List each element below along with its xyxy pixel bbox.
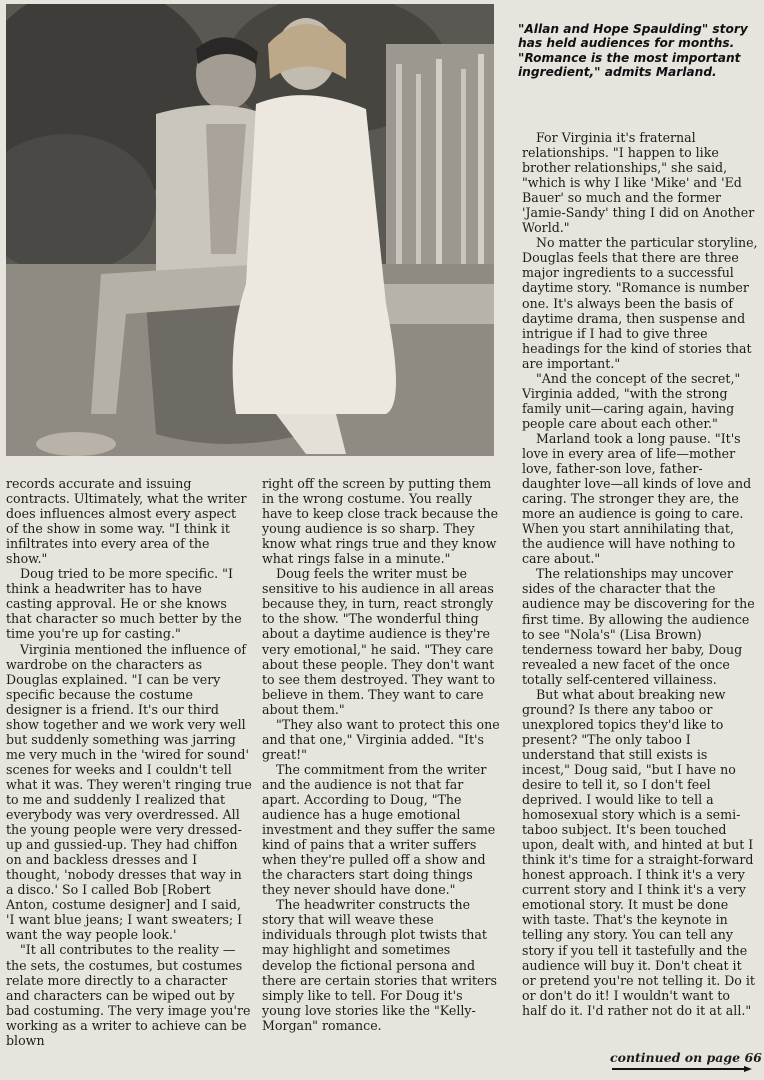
paragraph: The relationships may uncover sides of the character that the audience may be discovering for the first time. By allowing the audience to see "Nola's" (Lisa Brown) tenderness toward her baby, Doug revealed a new facet of the once totally self-centered villainess. <box>522 566 755 687</box>
paragraph: "It all contributes to the reality —the sets, the costumes, but costumes relate more directly to a character and characters can be wiped out by bad costuming. The very image you're working as a writer to achieve can be blown <box>6 942 251 1048</box>
paragraph: Virginia mentioned the influence of wardrobe on the characters as Douglas explained. "I can be very specific because the costume designer is a friend. It's our third show together and we work very well but suddenly something was jarring me very much in the 'wired for sound' scenes for weeks and I couldn't tell what it was. They weren't ringing true to me and suddenly I realized that everybody was very overdressed. All the young people were very dressed-up and gussied-up. They had chiffon on and backless dresses and I thought, 'nobody dresses that way in a disco.' So I called Bob [Robert Anton, costume designer] and I said, 'I want blue jeans; I want sweaters; I want the way people look.' <box>6 641 252 943</box>
continued-link[interactable]: continued on page 66 <box>610 1050 762 1065</box>
paragraph: The headwriter constructs the story that will weave these individuals through plot twists that may highlight and sometimes develop the fictional persona and there are certain stories that writers simply like to tell. For Doug it's young love stories like the "Kelly-Morgan" romance. <box>262 897 497 1033</box>
paragraph: Doug tried to be more specific. "I think a headwriter has to have casting approval. He or she knows that character so much better by the time you're up for casting." <box>6 566 242 642</box>
paragraph: Doug feels the writer must be sensitive to his audience in all areas because they, in turn, react strongly to the show. "The wonderful thing about a daytime audience is they're very emotional," he said. "They care about these people. They don't want to see them destroyed. They want to believe in them. They want to care about them." <box>262 566 496 717</box>
photo-couple-icon <box>6 4 494 456</box>
paragraph: For Virginia it's fraternal relationships. "I happen to like brother relationships," she said, "which is why I like 'Mike' and 'Ed Bauer' so much and the former 'Jamie-Sandy' thing I did on Another World." <box>522 130 755 236</box>
article-column-3 <box>522 130 758 1018</box>
paragraph: "They also want to protect this one and that one," Virginia added. "It's great!" <box>262 716 500 762</box>
paragraph: right off the screen by putting them in the wrong costume. You really have to keep close track because the young audience is so sharp. They know what rings true and they know what rings false in a minute." <box>262 476 499 567</box>
paragraph: Marland took a long pause. "It's love in every area of life—mother love, father-son love, father-daughter love—all kinds of love and caring. The stronger they are, the more an audience is going to care. When you start annihilating that, the audience will have nothing to care about." <box>522 430 752 567</box>
paragraph: "And the concept of the secret," Virginia added, "with the strong family unit—caring again, having people care about each other." <box>522 370 741 431</box>
paragraph: But what about breaking new ground? Is there any taboo or unexplored topics they'd like to present? "The only taboo I understand that still exists is incest," Doug said, "but I have no desire to tell it, so I don't feel deprived. I would like to tell a homosexual story which is a semi-taboo subject. It's been touched upon, dealt with, and hinted at but I think it's time for a straight-forward honest approach. I think it's a very current story and I think it's a very emotional story. It must be done with taste. That's the keynote in telling any story. You can tell any story if you tell it tastefully and the audience will buy it. Don't cheat it or pretend you're not telling it. Do it or don't do it! I wouldn't want to half do it. I'd rather not do it at all." <box>522 686 755 1018</box>
article-column-2 <box>262 476 500 1033</box>
paragraph: The commitment from the writer and the audience is not that far apart. According to Doug, "The audience has a huge emotional investment and they suffer the same kind of pains that a writer suffers when they're pulled off a show and the characters start doing things they never should have done." <box>262 761 496 898</box>
photo-caption: "Allan and Hope Spaulding" story has held audiences for months. "Romance is the most important ingredient," admits Marland. <box>518 22 748 79</box>
paragraph: records accurate and issuing contracts. Ultimately, what the writer does influences almost every aspect of the show in some way. "I think it infiltrates into every area of the show." <box>6 476 247 567</box>
article-photo <box>6 4 494 456</box>
arrow-right-icon <box>612 1066 752 1072</box>
paragraph: No matter the particular storyline, Douglas feels that there are three major ingredients to a successful daytime story. "Romance is number one. It's always been the basis of daytime drama, then suspense and intrigue if I had to give three headings for the kind of stories that are important." <box>522 235 758 371</box>
article-column-1 <box>6 476 252 1048</box>
